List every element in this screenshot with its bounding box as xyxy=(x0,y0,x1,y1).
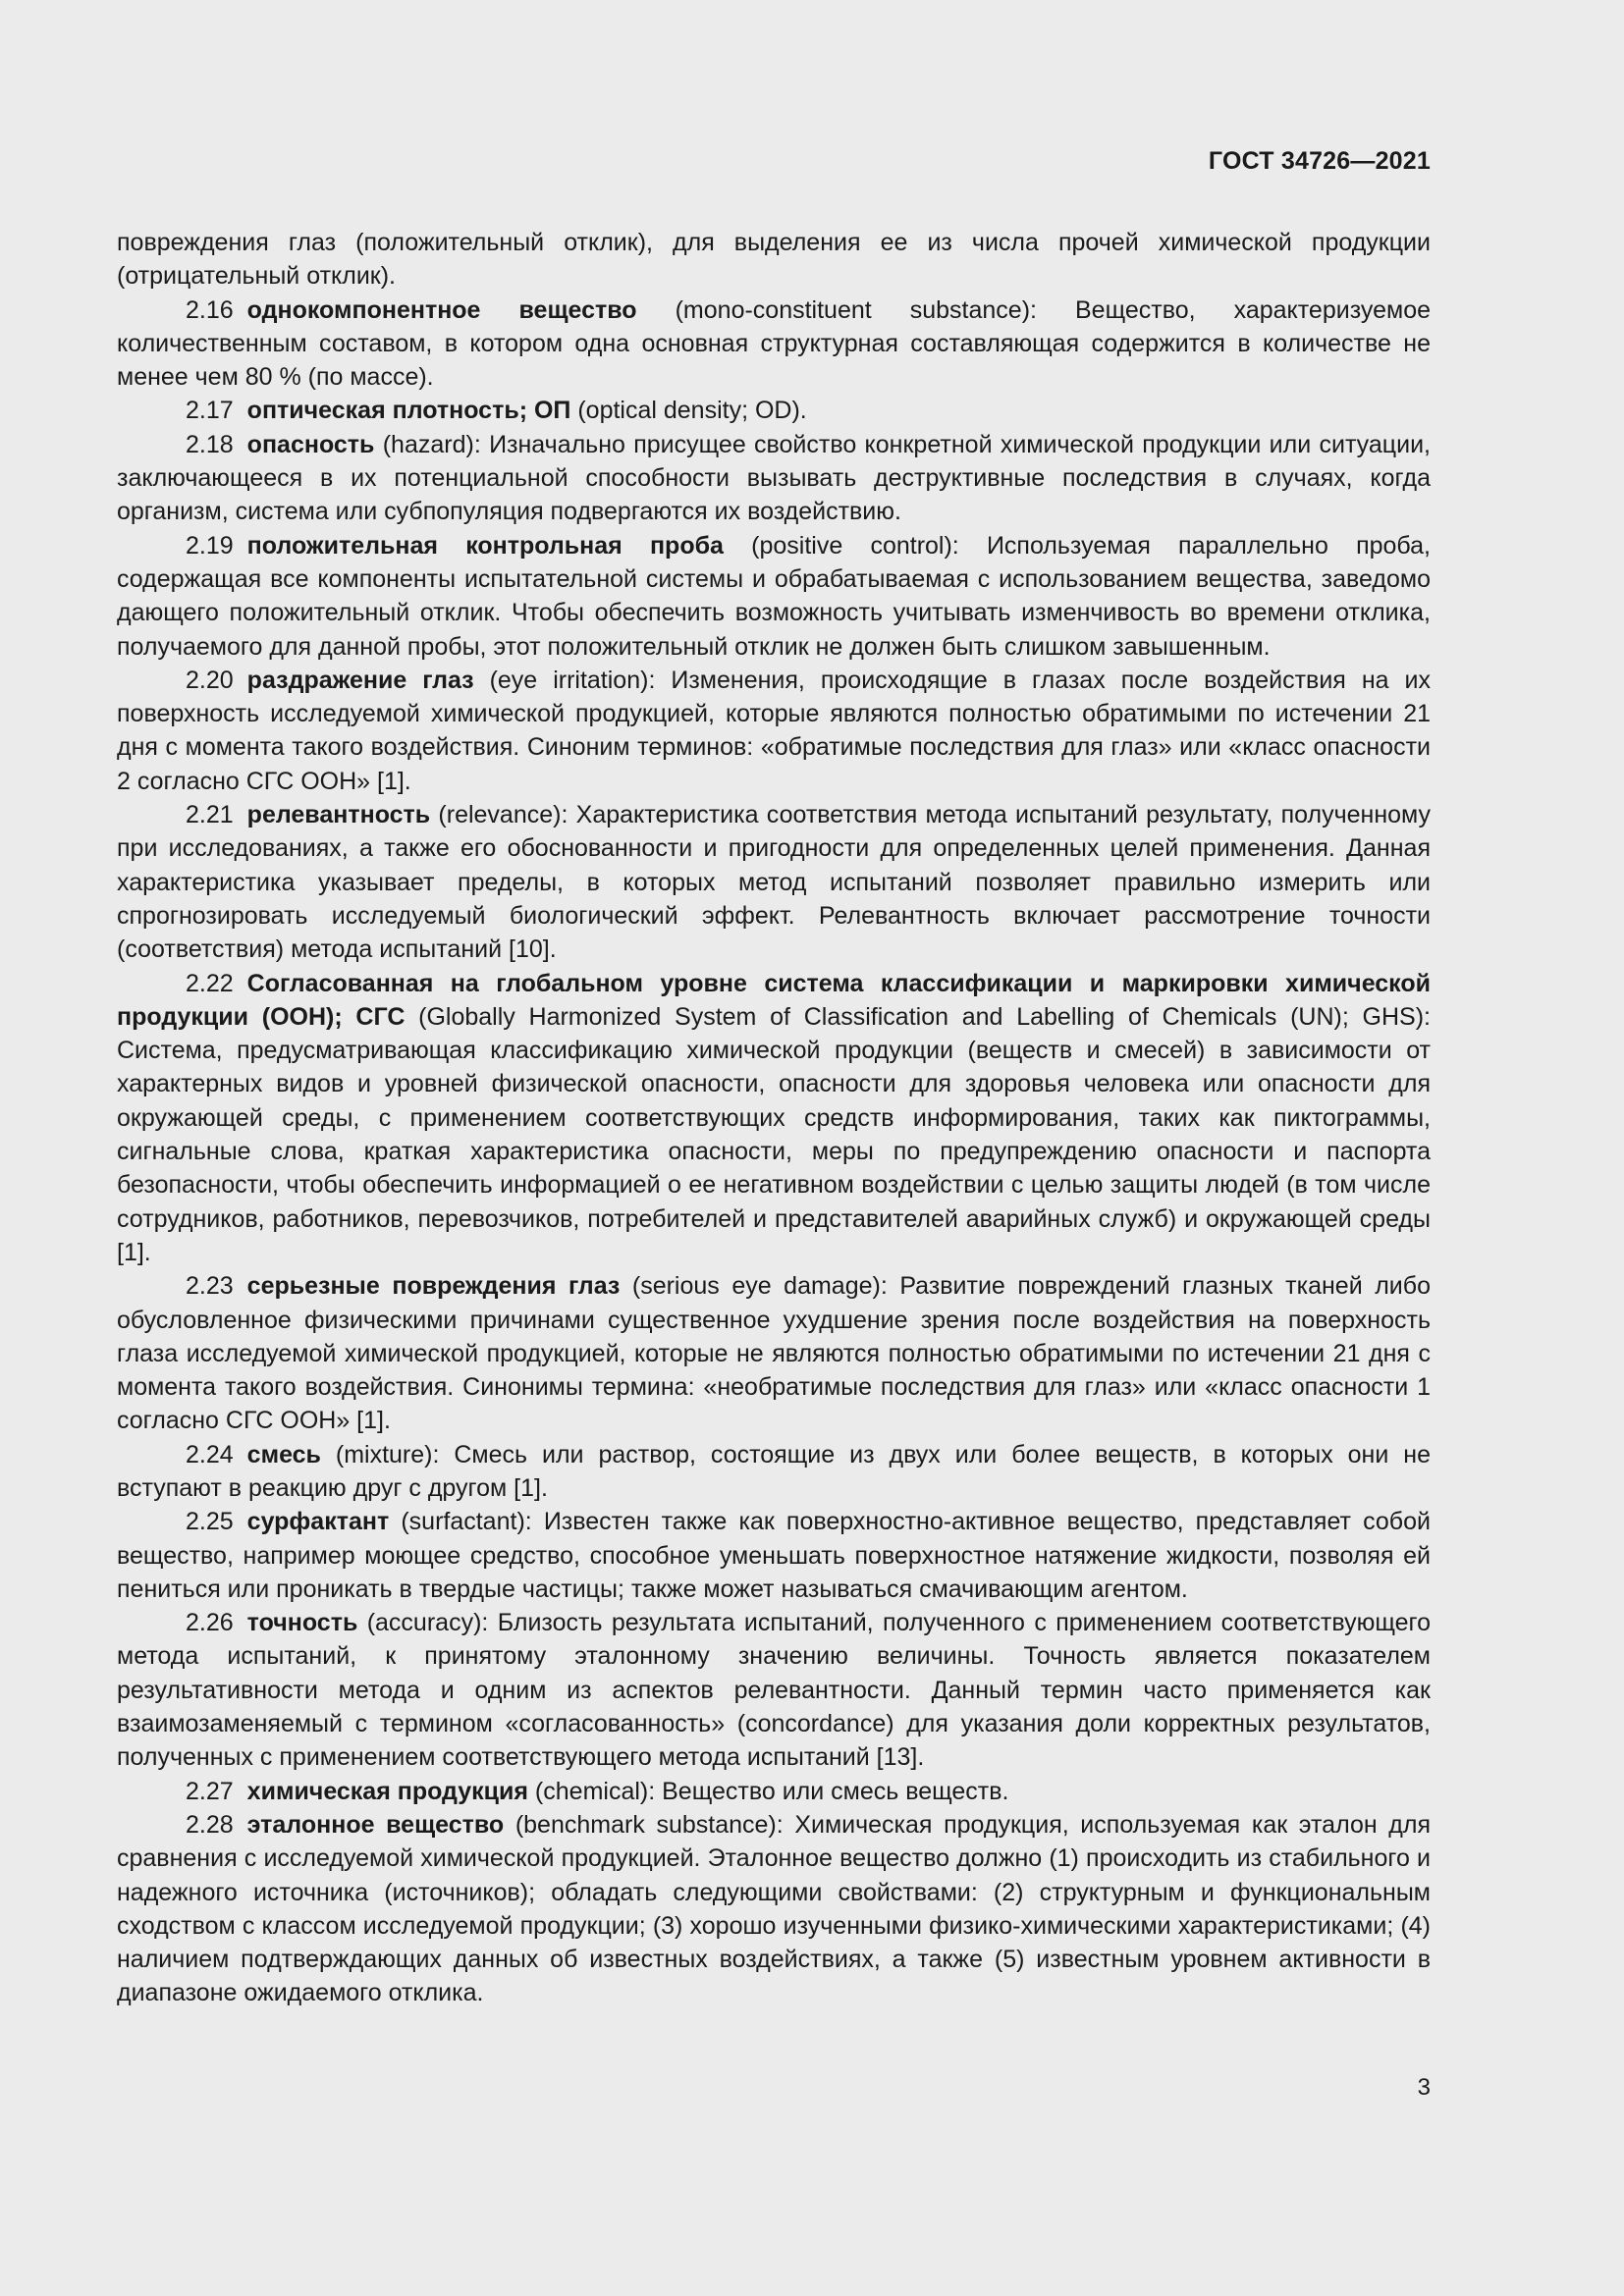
term-2-28 xyxy=(117,1808,1431,2010)
term-number: 2.21 xyxy=(186,801,234,829)
term-definition: (accuracy): Близость результата испытаний, полученного с применением соответствующего метода испытаний, к принятому эталонному значению величины. Точность является показателем результативности метода и одним из аспектов релевантности. Данный термин часто применяется как взаимозаменяемый с термином «согласованность» (concordance) для указания доли корректных результатов, полученных с применением соответствующего метода испытаний [13]. xyxy=(117,1609,1431,1772)
term-title: сурфактант xyxy=(246,1508,390,1536)
term-2-18 xyxy=(117,428,1431,529)
term-number: 2.20 xyxy=(186,666,234,694)
term-number: 2.25 xyxy=(186,1508,234,1536)
term-number: 2.18 xyxy=(186,430,234,458)
document-body xyxy=(117,226,1431,2010)
term-definition: (relevance): Характеристика соответствия метода испытаний результату, полученному при исследованиях, а также его обоснованности и пригодности для определенных целей применения. Данная характеристика указывает пределы, в которых метод испытаний позволяет правильно измерить или спрогнозировать исследуемый биологический эффект. Релевантность включает рассмотрение точности (соответствия) метода испытаний [10]. xyxy=(117,801,1431,964)
term-2-20 xyxy=(117,664,1431,798)
document-code: ГОСТ 34726—2021 xyxy=(1208,147,1431,175)
term-number: 2.26 xyxy=(186,1609,234,1637)
term-title: смесь xyxy=(246,1440,321,1468)
term-number: 2.19 xyxy=(186,531,234,560)
term-number: 2.27 xyxy=(186,1777,234,1805)
term-number: 2.16 xyxy=(186,295,234,324)
term-number: 2.23 xyxy=(186,1272,234,1301)
term-2-17 xyxy=(117,394,1431,427)
intro-paragraph: повреждения глаз (положительный отклик), для выделения ее из числа прочей химической продукции (отрицательный отклик). xyxy=(117,229,1431,291)
term-definition: (mixture): Смесь или раствор, состоящие из двух или более веществ, в которых они не вступают в реакцию друг с другом [1]. xyxy=(117,1440,1431,1502)
term-title: оптическая плотность; ОП xyxy=(246,397,571,425)
term-title: релевантность xyxy=(246,801,431,829)
term-definition: (eye irritation): Изменения, происходящие в глазах после воздействия на их поверхность исследуемой химической продукцией, которые являются полностью обратимыми по истечении 21 дня с момента такого воздействия. Синоним терминов: «обратимые последствия для глаз» или «класс опасности 2 согласно СГС ООН» [1]. xyxy=(117,666,1431,795)
term-definition: (positive control): Используемая параллельно проба, содержащая все компоненты испытательной системы и обрабатываемая с использованием вещества, заведомо дающего положительный отклик. Чтобы обеспечить возможность учитывать изменчивость во времени отклика, получаемого для данной пробы, этот положительный отклик не должен быть слишком завышенным. xyxy=(117,531,1432,661)
term-2-25 xyxy=(117,1505,1431,1606)
term-definition: (hazard): Изначально присущее свойство конкретной химической продукции или ситуации, заключающееся в их потенциальной способности вызывать деструктивные последствия в случаях, когда организм, система или субпопуляция подвергаются их воздействию. xyxy=(117,430,1431,526)
term-title: однокомпонентное вещество xyxy=(246,295,637,324)
term-number: 2.28 xyxy=(186,1810,234,1839)
term-title: Согласованная на глобальном уровне система классификации и маркировки химической продукции (ООН); СГС xyxy=(117,969,1431,1031)
term-definition: (benchmark substance): Химическая продукция, используемая как эталон для сравнения с исследуемой химической продукцией. Эталонное вещество должно (1) происходить из стабильного и надежного источника (источников); обладать следующими свойствами: (2) структурным и функциональным сходством с классом исследуемой продукции; (3) хорошо изученными физико-химическими характеристиками; (4) наличием подтверждающих данных об известных воздействиях, а также (5) известным уровнем активности в диапазоне ожидаемого отклика. xyxy=(117,1810,1431,2007)
term-title: раздражение глаз xyxy=(246,666,474,694)
term-definition: (mono-constituent substance): Вещество, характеризуемое количественным составом, в котором одна основная структурная составляющая содержится в количестве не менее чем 80 % (по массе). xyxy=(117,295,1432,392)
term-2-22 xyxy=(117,967,1431,1270)
term-definition: (chemical): Вещество или смесь веществ. xyxy=(527,1777,1009,1805)
term-number: 2.22 xyxy=(186,969,234,997)
term-title: положительная контрольная проба xyxy=(246,531,724,560)
term-title: серьезные повреждения глаз xyxy=(246,1272,621,1301)
term-title: эталонное вещество xyxy=(246,1810,505,1839)
term-2-23 xyxy=(117,1269,1431,1437)
page-number: 3 xyxy=(1417,2074,1431,2101)
term-2-21 xyxy=(117,798,1431,966)
term-title: опасность xyxy=(246,430,375,458)
term-2-27 xyxy=(117,1775,1431,1808)
term-number: 2.17 xyxy=(186,397,234,425)
term-2-16 xyxy=(117,294,1431,395)
term-number: 2.24 xyxy=(186,1440,234,1468)
term-definition: (Globally Harmonized System of Classification and Labelling of Chemicals (UN); GHS): Система, предусматривающая классификацию химической продукции (веществ и смесей) в зависимости от характерных видов и уровней физической опасности, опасности для здоровья человека или опасности для окружающей среды, с применением соответствующих средств информирования, таких как пиктограммы, сигнальные слова, краткая характеристика опасности, меры по предупреждению опасности и паспорта безопасности, чтобы обеспечить информацией о ее негативном воздействии с целью защиты людей (в том числе сотрудников, работников, перевозчиков, потребителей и представителей аварийных служб) и окружающей среды [1]. xyxy=(117,1002,1431,1266)
term-definition: (surfactant): Известен также как поверхностно-активное вещество, представляет собой вещество, например моющее средство, способное уменьшать поверхностное натяжение жидкости, позволяя ей пениться или проникать в твердые частицы; также может называться смачивающим агентом. xyxy=(117,1508,1431,1603)
term-definition: (serious eye damage): Развитие повреждений глазных тканей либо обусловленное физическими причинами существенное ухудшение зрения после воздействия на поверхность глаза исследуемой химической продукцией, которые не являются полностью обратимыми по истечении 21 дня с момента такого воздействия. Синонимы термина: «необратимые последствия для глаз» или «класс опасности 1 согласно СГС ООН» [1]. xyxy=(117,1272,1431,1435)
term-2-26 xyxy=(117,1606,1431,1774)
term-definition: (optical density; OD). xyxy=(570,397,807,425)
term-title: химическая продукция xyxy=(246,1777,528,1805)
term-title: точность xyxy=(246,1609,358,1637)
term-2-24 xyxy=(117,1438,1431,1506)
term-2-19 xyxy=(117,529,1431,664)
